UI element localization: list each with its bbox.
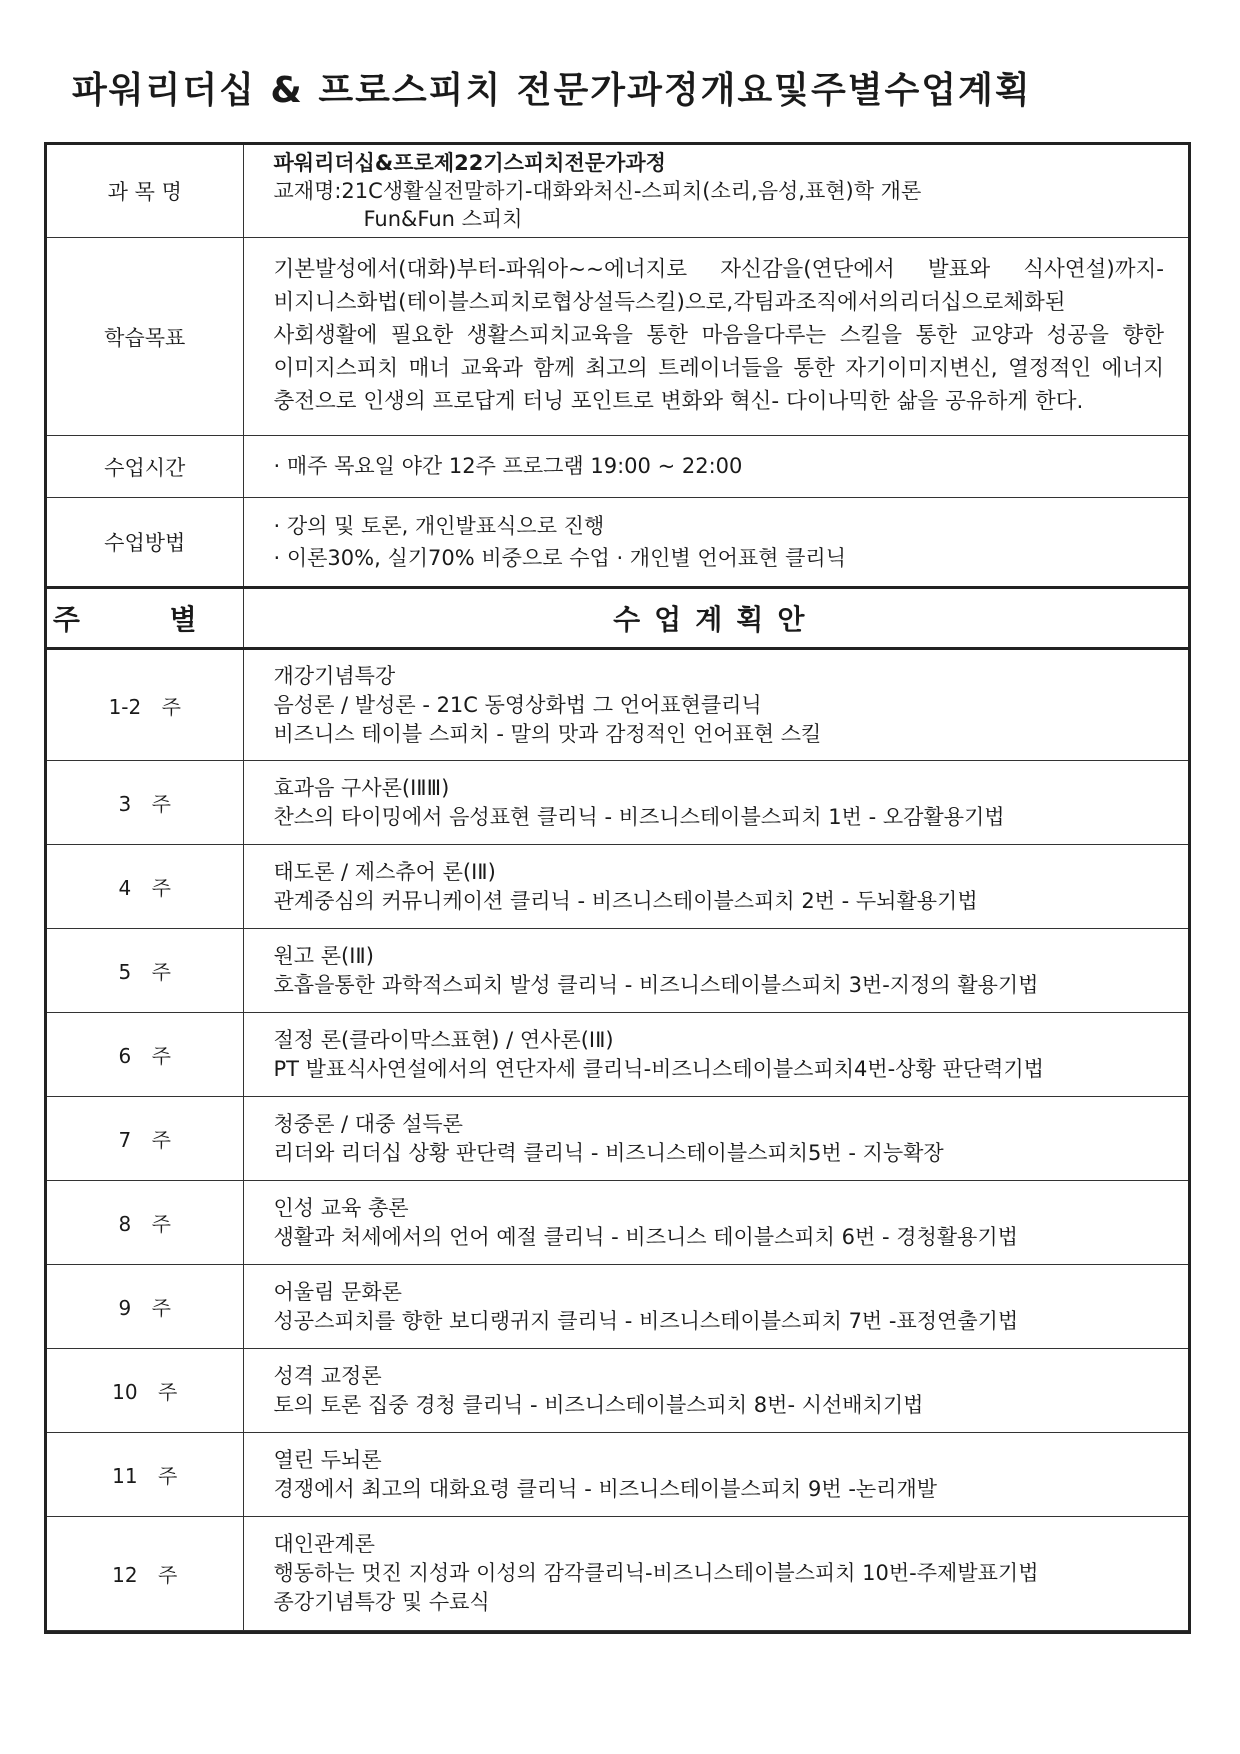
week-row xyxy=(47,1013,1188,1097)
method-line: · 이론30%, 실기70% 비중으로 수업 · 개인별 언어표현 클리닉 xyxy=(273,546,846,570)
week-plan xyxy=(243,1349,1188,1433)
week-plan xyxy=(243,1097,1188,1181)
plan-header-row xyxy=(47,588,1188,649)
method-line: · 강의 및 토론, 개인발표식으로 진행 xyxy=(273,514,605,538)
week-label: 11 주 xyxy=(47,1433,243,1517)
week-row xyxy=(47,1349,1188,1433)
plan-line: 행동하는 멋진 지성과 이성의 감각클리닉-비즈니스테이블스피치 10번-주제발표기법 xyxy=(273,1561,1039,1585)
subject-label: 과 목 명 xyxy=(47,145,243,238)
textbook-name: 교재명:21C생활실전말하기-대화와처신-스피치(소리,음성,표현)학 개론 xyxy=(273,179,922,203)
plan-line: 토의 토론 집중 경청 클리닉 - 비즈니스테이블스피치 8번- 시선배치기법 xyxy=(273,1392,924,1417)
plan-line: 비즈니스 테이블 스피치 - 말의 맛과 감정적인 언어표현 스킬 xyxy=(273,721,822,746)
week-label: 6 주 xyxy=(47,1013,243,1097)
time-content xyxy=(243,436,1188,498)
plan-line: 생활과 처세에서의 언어 예절 클리닉 - 비즈니스 테이블스피치 6번 - 경청활용기법 xyxy=(273,1224,1018,1249)
week-row xyxy=(47,761,1188,845)
plan-line: 태도론 / 제스츄어 론(ⅠⅡ) xyxy=(273,859,496,884)
week-row xyxy=(47,845,1188,929)
week-row xyxy=(47,1433,1188,1517)
week-label: 8 주 xyxy=(47,1181,243,1265)
method-label: 수업방법 xyxy=(47,498,243,588)
week-label: 9 주 xyxy=(47,1265,243,1349)
week-row xyxy=(47,1181,1188,1265)
week-label: 12 주 xyxy=(47,1517,243,1631)
plan-line: 성격 교정론 xyxy=(273,1363,382,1388)
subject-row xyxy=(47,145,1188,238)
time-label: 수업시간 xyxy=(47,436,243,498)
week-column-header: 주 별 xyxy=(47,588,243,649)
plan-line: 개강기념특강 xyxy=(273,663,396,688)
plan-line: 절정 론(클라이막스표현) / 연사론(ⅠⅡ) xyxy=(273,1027,614,1052)
week-row xyxy=(47,1265,1188,1349)
week-label: 7 주 xyxy=(47,1097,243,1181)
plan-line: 음성론 / 발성론 - 21C 동영상화법 그 언어표현클리닉 xyxy=(273,692,762,717)
week-row xyxy=(47,1097,1188,1181)
week-label: 1-2 주 xyxy=(47,649,243,761)
goal-text: 기본발성에서(대화)부터-파워아~~에너지로 자신감을(연단에서 발표와 식사연설)까지-비지니스화법(테이블스피치로협상설득스킬)으로,각팀과조직에서의리더십으로체화된 사회생활에 필요한 생활스피치교육을 통한 마음을다루는 스킬을 통한 교양과 성공을 향한 이미지스피치 매너 교육과 함께 최고의 트레이너들을 통한 자기이미지변신, 열정적인 에너지 충전으로 인생의 프로답게 터닝 포인트로 변화와 혁신- 다이나믹한 삶을 공유하게 한다. xyxy=(243,238,1188,436)
subject-content xyxy=(243,145,1188,238)
plan-line: 대인관계론 xyxy=(273,1532,375,1556)
goal-row xyxy=(47,238,1188,436)
plan-line: 리더와 리더십 상황 판단력 클리닉 - 비즈니스테이블스피치5번 - 지능확장 xyxy=(273,1140,944,1165)
week-plan xyxy=(243,761,1188,845)
time-row xyxy=(47,436,1188,498)
method-content xyxy=(243,498,1188,588)
plan-line: 관계중심의 커뮤니케이션 클리닉 - 비즈니스테이블스피치 2번 - 두뇌활용기법 xyxy=(273,888,978,913)
plan-line: 경쟁에서 최고의 대화요령 클리닉 - 비즈니스테이블스피치 9번 -논리개발 xyxy=(273,1476,938,1501)
plan-line: 종강기념특강 및 수료식 xyxy=(273,1590,490,1614)
time-text: · 매주 목요일 야간 12주 프로그램 19:00 ~ 22:00 xyxy=(273,454,743,478)
week-label: 10 주 xyxy=(47,1349,243,1433)
week-plan xyxy=(243,1433,1188,1517)
plan-line: 효과음 구사론(ⅠⅡⅢ) xyxy=(273,775,450,800)
plan-line: 청중론 / 대중 설득론 xyxy=(273,1111,463,1136)
week-plan xyxy=(243,649,1188,761)
week-label: 5 주 xyxy=(47,929,243,1013)
week-plan xyxy=(243,1517,1188,1631)
week-label: 3 주 xyxy=(47,761,243,845)
course-name: 파워리더십&프로제22기스피치전문가과정 xyxy=(273,151,666,175)
plan-line: 인성 교육 총론 xyxy=(273,1195,409,1220)
week-row xyxy=(47,1517,1188,1631)
week-plan xyxy=(243,1013,1188,1097)
plan-column-header: 수업계획안 xyxy=(243,588,1188,649)
plan-line: 찬스의 타이밍에서 음성표현 클리닉 - 비즈니스테이블스피치 1번 - 오감활용기법 xyxy=(273,804,1005,829)
week-plan xyxy=(243,1181,1188,1265)
week-plan xyxy=(243,845,1188,929)
method-row xyxy=(47,498,1188,588)
plan-line: 원고 론(ⅠⅡ) xyxy=(273,943,374,968)
week-row xyxy=(47,929,1188,1013)
week-plan xyxy=(243,1265,1188,1349)
plan-line: 성공스피치를 향한 보디랭귀지 클리닉 - 비즈니스테이블스피치 7번 -표정연출기법 xyxy=(273,1308,1019,1333)
week-plan xyxy=(243,929,1188,1013)
course-table xyxy=(44,142,1191,1634)
document-title: 파워리더십 & 프로스피치 전문가과정개요및주별수업계획 xyxy=(72,70,1032,111)
plan-line: 어울림 문화론 xyxy=(273,1279,402,1304)
week-label: 4 주 xyxy=(47,845,243,929)
week-row xyxy=(47,649,1188,761)
plan-line: 호흡을통한 과학적스피치 발성 클리닉 - 비즈니스테이블스피치 3번-지정의 활용기법 xyxy=(273,972,1039,997)
plan-line: 열린 두뇌론 xyxy=(273,1447,382,1472)
textbook-subtitle: Fun&Fun 스피치 xyxy=(363,207,523,231)
plan-line: PT 발표식사연설에서의 연단자세 클리닉-비즈니스테이블스피치4번-상황 판단력기법 xyxy=(273,1056,1044,1081)
goal-label: 학습목표 xyxy=(47,238,243,436)
